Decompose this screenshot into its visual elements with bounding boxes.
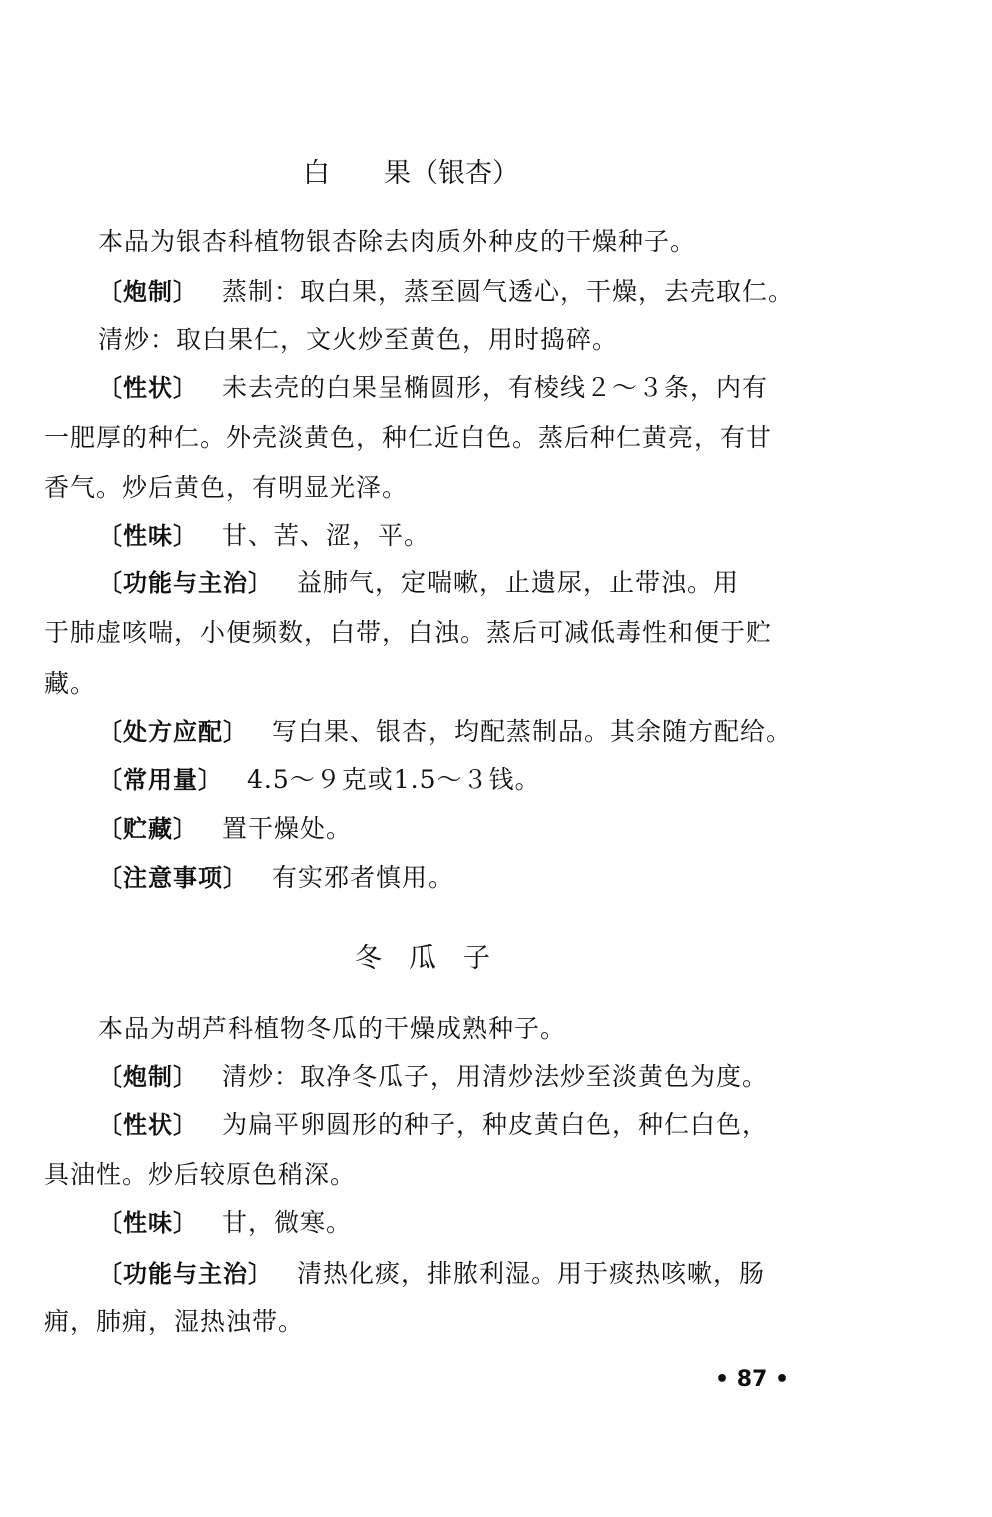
- paragraph-line: 一肥厚的种仁。外壳淡黄色，种仁近白色。蒸后种仁黄亮，有甘: [44, 423, 773, 452]
- paragraph-line: [98, 1108, 768, 1142]
- paragraph-line: [98, 371, 768, 405]
- paragraph-line: [98, 566, 739, 600]
- field-tag: 〔性状〕: [98, 1111, 198, 1139]
- paragraph-line: [98, 1060, 768, 1094]
- paragraph-line: [98, 812, 352, 846]
- field-tag: 〔贮藏〕: [98, 815, 198, 843]
- field-tag: 〔炮制〕: [98, 278, 198, 306]
- paragraph-line: 藏。: [44, 669, 97, 698]
- field-text: 4.5～９克或1.5～３钱。: [247, 765, 541, 794]
- paragraph-line: [98, 1257, 765, 1291]
- paragraph-line: [98, 519, 430, 553]
- paragraph-line: 本品为胡芦科植物冬瓜的干燥成熟种子。: [98, 1014, 567, 1043]
- field-tag: 〔性味〕: [98, 522, 198, 550]
- paragraph-line: [98, 763, 541, 797]
- field-text: 甘，微寒。: [222, 1208, 353, 1237]
- paragraph-line: [98, 861, 454, 895]
- section-title-dongguazi: 冬 瓜 子: [355, 943, 490, 974]
- field-tag: 〔注意事项〕: [98, 864, 248, 892]
- field-tag: 〔常用量〕: [98, 766, 223, 794]
- paragraph-line: 清炒：取白果仁，文火炒至黄色，用时捣碎。: [98, 325, 619, 354]
- field-text: 甘、苦、涩，平。: [222, 521, 431, 550]
- field-text: 置干燥处。: [222, 814, 353, 843]
- paragraph-line: 于肺虚咳喘，小便频数，白带，白浊。蒸后可减低毒性和便于贮: [44, 618, 773, 647]
- paragraph-line: 具油性。炒后较原色稍深。: [44, 1160, 357, 1189]
- paragraph-line: [98, 1206, 352, 1240]
- paragraph-line: 痈，肺痈，湿热浊带。: [44, 1307, 305, 1336]
- field-text: 未去壳的白果呈椭圆形，有棱线２～３条，内有: [222, 373, 769, 402]
- field-tag: 〔性味〕: [98, 1209, 198, 1237]
- field-tag: 〔功能与主治〕: [98, 569, 273, 597]
- field-text: 为扁平卵圆形的种子，种皮黄白色，种仁白色，: [222, 1110, 769, 1139]
- field-tag: 〔处方应配〕: [98, 718, 248, 746]
- field-tag: 〔性状〕: [98, 374, 198, 402]
- field-text: 写白果、银杏，均配蒸制品。其余随方配给。: [272, 717, 793, 746]
- section-title-baiguo: 白 果（银杏）: [303, 158, 519, 189]
- field-text: 益肺气，定喘嗽，止遗尿，止带浊。用: [297, 568, 740, 597]
- field-text: 有实邪者慎用。: [272, 863, 455, 892]
- paragraph-line: [98, 275, 794, 309]
- field-tag: 〔炮制〕: [98, 1063, 198, 1091]
- paragraph-line: 香气。炒后黄色，有明显光泽。: [44, 473, 409, 502]
- page-number: • 87 •: [715, 1367, 790, 1392]
- field-text: 清炒：取净冬瓜子，用清炒法炒至淡黄色为度。: [222, 1062, 769, 1091]
- field-text: 蒸制：取白果，蒸至圆气透心，干燥，去壳取仁。: [222, 277, 795, 306]
- paragraph-line: 本品为银杏科植物银杏除去肉质外种皮的干燥种子。: [98, 227, 697, 256]
- field-text: 清热化痰，排脓利湿。用于痰热咳嗽，肠: [297, 1259, 766, 1288]
- field-tag: 〔功能与主治〕: [98, 1260, 273, 1288]
- paragraph-line: [98, 715, 792, 749]
